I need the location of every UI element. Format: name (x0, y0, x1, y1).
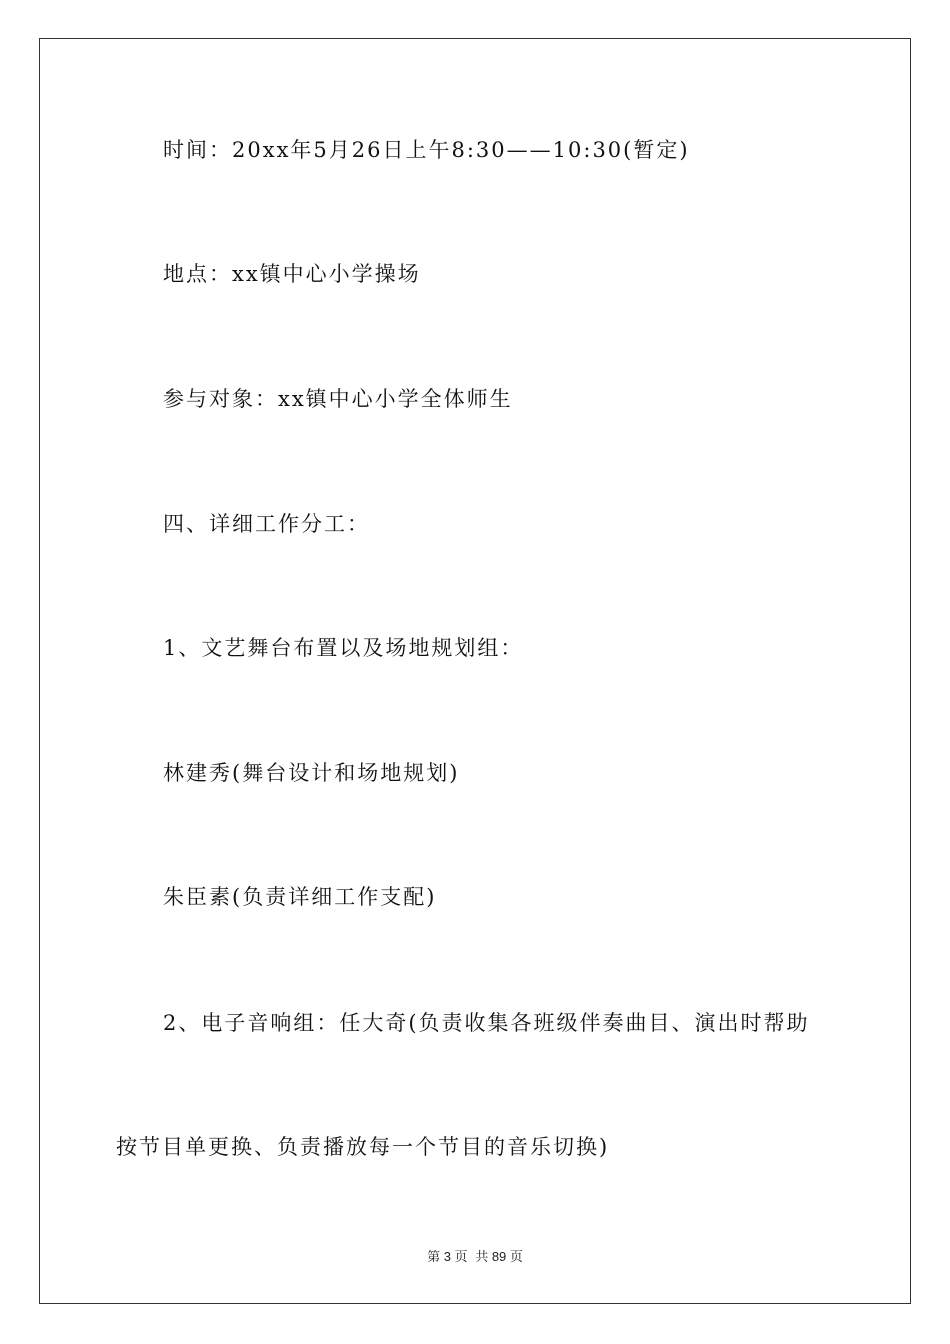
paragraph-location: 地点：xx镇中心小学操场 (163, 262, 421, 286)
section-heading-division: 四、详细工作分工： (163, 512, 370, 536)
paragraph-stage-group: 1、文艺舞台布置以及场地规划组： (163, 636, 524, 660)
page-total: 共 89 页 (475, 1249, 523, 1264)
paragraph-audio-group: 2、电子音响组：任大奇(负责收集各班级伴奏曲目、演出时帮助 (163, 1011, 810, 1035)
page-number: 第 3 页 (427, 1249, 468, 1264)
page-border (39, 38, 911, 1304)
paragraph-audio-group-continued: 按节目单更换、负责播放每一个节目的音乐切换) (116, 1135, 610, 1159)
paragraph-zhu-chensu: 朱臣素(负责详细工作支配) (163, 885, 437, 909)
paragraph-lin-jianxiu: 林建秀(舞台设计和场地规划) (163, 761, 460, 785)
page-footer (0, 1246, 950, 1265)
paragraph-participants: 参与对象：xx镇中心小学全体师生 (163, 387, 513, 411)
paragraph-time: 时间：20xx年5月26日上午8:30——10:30(暂定) (163, 138, 690, 162)
